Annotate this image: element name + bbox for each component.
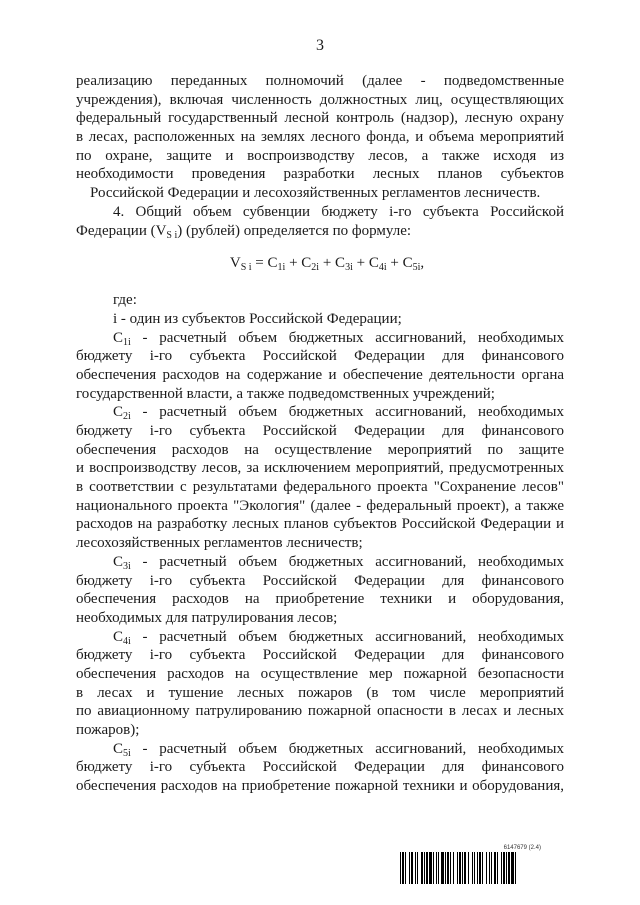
- text-line: необходимости проведения разработки лесных планов субъектов: [76, 166, 564, 183]
- c2-definition: [76, 403, 564, 553]
- text-line: обеспечения расходов на осуществление мероприятий по защите: [76, 441, 564, 458]
- text-line: бюджету i-го субъекта Российской Федерации для финансового: [76, 423, 564, 439]
- barcode-number: 6147679 (2.4): [503, 845, 541, 851]
- text-line: расходов на разработку лесных планов субъектов Российской Федерации и: [76, 516, 564, 533]
- text-line: государственной власти, а также подведомственных учреждений;: [76, 385, 495, 402]
- c4-definition: [76, 628, 564, 740]
- text-line: бюджету i-го субъекта Российской Федерации для финансового: [76, 348, 564, 365]
- paragraph-continuation: [76, 72, 564, 203]
- text-line: $C_{1i}$ - расчетный объем бюджетных ассигнований, необходимых: [113, 329, 564, 348]
- c3-definition: [76, 553, 564, 628]
- text-line: по авиационному патрулированию пожарной опасности в лесах и лесных: [76, 703, 564, 720]
- barcode-icon: [400, 852, 586, 884]
- text-line: учреждения), включая численность должностных лиц, осуществляющих: [76, 91, 564, 108]
- c5-definition: [76, 740, 564, 796]
- text-line: необходимых для патрулирования лесов;: [76, 609, 338, 626]
- barcode-block: [400, 844, 586, 884]
- page-number: 3: [316, 37, 324, 54]
- barcode-bar: [516, 852, 518, 884]
- text-line: Российской Федерации и лесохозяйственных регламентов лесничеств.: [90, 185, 541, 202]
- text-line: в лесах, расположенных на землях лесного фонда, и объема мероприятий: [76, 129, 564, 146]
- text-line: в соответствии с результатами федерального проекта "Сохранение лесов": [76, 479, 564, 496]
- text-line: в лесах и тушение лесных пожаров (в том числе мероприятий: [76, 684, 564, 701]
- formula: $V_{S i} = C_{1i} + C_{2i} + C_{3i} + C_{4i} + C_{5i}$,: [229, 255, 425, 274]
- text-line: $C_{3i}$ - расчетный объем бюджетных ассигнований, необходимых: [113, 553, 564, 572]
- text-line: бюджету i-го субъекта Российской Федерации для финансового: [76, 759, 564, 776]
- text-line: обеспечения расходов на приобретение техники и оборудования,: [76, 591, 564, 608]
- text-line: обеспечения расходов на осуществление мер пожарной безопасности: [76, 665, 564, 682]
- c1-definition: [76, 329, 564, 404]
- where-label: где:: [113, 292, 137, 309]
- text-line: бюджету i-го субъекта Российской Федерации для финансового: [76, 647, 564, 664]
- text-line: $C_{5i}$ - расчетный объем бюджетных ассигнований, необходимых: [113, 740, 564, 759]
- text-line: реализацию переданных полномочий (далее - подведомственные: [76, 73, 564, 89]
- text-line: бюджету i-го субъекта Российской Федерации для финансового: [76, 572, 564, 589]
- paragraph-4: [76, 203, 564, 240]
- text-line: $C_{2i}$ - расчетный объем бюджетных ассигнований, необходимых: [113, 404, 564, 423]
- text-line: национального проекта "Экология" (далее - федеральный проект), а также: [76, 497, 564, 514]
- text-line: обеспечения расходов на приобретение пожарной техники и оборудования,: [76, 778, 564, 795]
- text-line: 4. Общий объем субвенции бюджету i-го субъекта Российской: [113, 203, 564, 220]
- text-line: федеральный государственный лесной контроль (надзор), лесную охрану: [76, 110, 564, 127]
- i-definition: i - один из субъектов Российской Федерации;: [113, 310, 402, 327]
- text-line: обеспечения расходов на содержание и обеспечение деятельности органа: [76, 366, 564, 383]
- document-body: [76, 72, 564, 796]
- text-line: $C_{4i}$ - расчетный объем бюджетных ассигнований, необходимых: [113, 628, 564, 647]
- text-line: Федерации $(V_{S i})$ (рублей) определяется по формуле:: [76, 222, 412, 241]
- text-line: пожаров);: [76, 722, 140, 738]
- text-line: по охране, защите и воспроизводству лесов, а также исходя из: [76, 147, 564, 164]
- text-line: и воспроизводству лесов, за исключением мероприятий, предусмотренных: [76, 460, 564, 477]
- text-line: лесохозяйственных регламентов лесничеств;: [76, 535, 363, 552]
